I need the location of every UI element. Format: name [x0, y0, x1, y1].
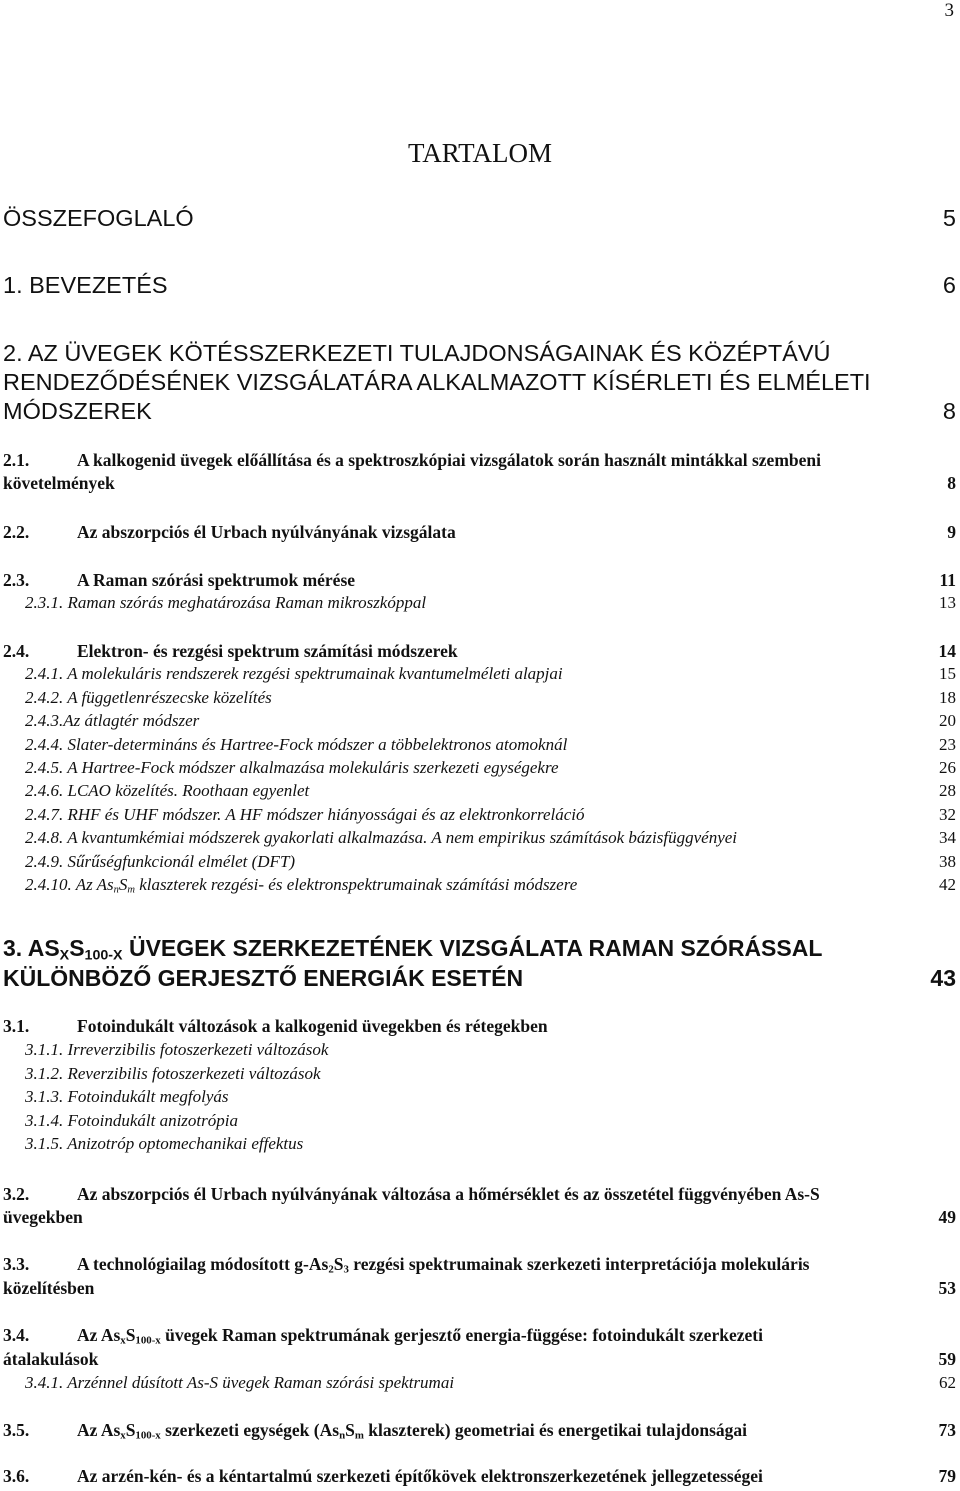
toc-section-3-3-cont[interactable]: közelítésben [3, 1278, 95, 1298]
toc-section-2-4[interactable]: Elektron- és rezgési spektrum számítási módszerek [77, 641, 458, 661]
toc-page-number: 23 [939, 735, 956, 754]
toc-section-3-3[interactable]: A technológiailag módosított $g-As_2S_3$ rezgési spektrumainak szerkezeti interpretációja molekuláris [77, 1254, 810, 1276]
toc-page-number: 53 [938, 1278, 956, 1298]
toc-page-number: 79 [938, 1466, 956, 1486]
toc-section-number: 3.2. [3, 1184, 30, 1204]
toc-subsection-2-4-10[interactable]: 2.4.10. Az $As_nS_m$ klaszterek rezgési- és elektronspektrumainak számítási módszere [25, 875, 578, 896]
toc-page-number: 8 [942, 398, 956, 424]
toc-page-number: 9 [947, 522, 956, 542]
toc-subsection[interactable]: 2.4.5. A Hartree-Fock módszer alkalmazása molekuláris szerkezeti egységekre [25, 758, 559, 777]
toc-subsection-2-3-1[interactable]: 2.3.1. Raman szórás meghatározása Raman mikroszkóppal [25, 593, 427, 612]
toc-subsection[interactable]: 3.1.5. Anizotróp optomechanikai effektus [25, 1134, 304, 1153]
toc-section-3-4-cont[interactable]: átalakulások [3, 1349, 99, 1369]
toc-subsection[interactable]: 2.4.2. A függetlenrészecske közelítés [25, 688, 272, 707]
toc-section-3-2-cont[interactable]: üvegekben [3, 1207, 83, 1227]
toc-chapter-introduction[interactable]: 1. BEVEZETÉS [3, 272, 168, 298]
toc-chapter-3[interactable]: 3. $AS_XS_{100-X}$ ÜVEGEK SZERKEZETÉNEK VIZSGÁLATA RAMAN SZÓRÁSSAL [3, 935, 823, 964]
toc-section-2-1-cont[interactable]: követelmények [3, 473, 115, 493]
toc-section-2-2[interactable]: Az abszorpciós él Urbach nyúlványának vizsgálata [77, 522, 456, 542]
toc-page-number: 34 [939, 828, 956, 847]
toc-section-3-4[interactable]: Az $As_xS_{100-x}$ üvegek Raman spektrumának gerjesztő energia-függése: fotoindukált szerkezeti [77, 1325, 763, 1347]
toc-section-number: 3.1. [3, 1016, 30, 1036]
toc-page-number: 20 [939, 711, 956, 730]
toc-section-number: 2.3. [3, 570, 30, 590]
toc-subsection[interactable]: 2.4.8. A kvantumkémiai módszerek gyakorlati alkalmazása. A nem empirikus számítások bázisfüggvényei [25, 828, 738, 847]
toc-page-number: 18 [939, 688, 956, 707]
toc-section-number: 3.4. [3, 1325, 30, 1345]
toc-chapter-3-cont[interactable]: KÜLÖNBÖZŐ GERJESZTŐ ENERGIÁK ESETÉN [3, 965, 524, 991]
toc-chapter-2-line[interactable]: MÓDSZEREK [3, 398, 152, 424]
toc-page-number: 32 [939, 805, 956, 824]
toc-page-number: 8 [947, 473, 956, 493]
toc-subsection[interactable]: 3.1.3. Fotoindukált megfolyás [25, 1087, 229, 1106]
toc-chapter-2-line[interactable]: RENDEZŐDÉSÉNEK VIZSGÁLATÁRA ALKALMAZOTT KÍSÉRLETI ÉS ELMÉLETI [3, 369, 871, 395]
toc-subsection[interactable]: 2.4.4. Slater-determináns és Hartree-Fock módszer a többelektronos atomoknál [25, 735, 568, 754]
toc-subsection-3-4-1[interactable]: 3.4.1. Arzénnel dúsított As-S üvegek Raman szórási spektrumai [25, 1373, 455, 1392]
toc-page-number: 15 [939, 664, 956, 683]
toc-section-3-6[interactable]: Az arzén-kén- és a kéntartalmú szerkezeti építőkövek elektronszerkezetének jellegzetességei [77, 1466, 763, 1486]
toc-page-number: 28 [939, 781, 956, 800]
toc-section-number: 2.4. [3, 641, 30, 661]
toc-section-number: 2.1. [3, 450, 30, 470]
toc-section-3-1[interactable]: Fotoindukált változások a kalkogenid üvegekben és rétegekben [77, 1016, 548, 1036]
toc-page-number: 59 [938, 1349, 956, 1369]
toc-page-number: 42 [939, 875, 956, 894]
toc-subsection[interactable]: 2.4.9. Sűrűségfunkcionál elmélet (DFT) [25, 852, 296, 871]
toc-subsection[interactable]: 3.1.1. Irreverzibilis fotoszerkezeti változások [25, 1040, 329, 1059]
toc-page-number: 38 [939, 852, 956, 871]
toc-subsection[interactable]: 2.4.6. LCAO közelítés. Roothaan egyenlet [25, 781, 310, 800]
toc-page-number: 26 [939, 758, 956, 777]
toc-page-number: 43 [930, 965, 956, 991]
toc-page-number: 11 [939, 570, 956, 590]
toc-page-number: 14 [938, 641, 956, 661]
toc-title: TARTALOM [407, 138, 553, 168]
toc-subsection[interactable]: 3.1.2. Reverzibilis fotoszerkezeti változások [25, 1064, 321, 1083]
toc-page-number: 6 [942, 272, 956, 298]
toc-subsection[interactable]: 2.4.7. RHF és UHF módszer. A HF módszer hiányosságai és az elektronkorreláció [25, 805, 585, 824]
toc-section-2-1[interactable]: A kalkogenid üvegek előállítása és a spektroszkópiai vizsgálatok során használt mintákkal szembeni [77, 450, 821, 470]
toc-subsection[interactable]: 2.4.3.Az átlagtér módszer [25, 711, 200, 730]
toc-page-number: 62 [939, 1373, 956, 1392]
toc-page-number: 49 [938, 1207, 956, 1227]
toc-page-number: 13 [939, 593, 956, 612]
toc-chapter-2-line[interactable]: 2. AZ ÜVEGEK KÖTÉSSZERKEZETI TULAJDONSÁGAINAK ÉS KÖZÉPTÁVÚ [3, 340, 831, 366]
toc-page-number: 73 [938, 1420, 956, 1440]
toc-section-2-3[interactable]: A Raman szórási spektrumok mérése [77, 570, 356, 590]
toc-subsection[interactable]: 2.4.1. A molekuláris rendszerek rezgési spektrumainak kvantumelméleti alapjai [25, 664, 563, 683]
toc-section-3-5[interactable]: Az $As_xS_{100-x}$ szerkezeti egységek ($As_nS_m$ klaszterek) geometriai és energetikai tulajdonságai [77, 1420, 748, 1442]
page-number: 3 [944, 0, 954, 21]
toc-page-number: 5 [942, 205, 956, 231]
toc-section-number: 3.3. [3, 1254, 30, 1274]
toc-section-number: 2.2. [3, 522, 30, 542]
toc-section-number: 3.6. [3, 1466, 30, 1486]
toc-chapter-summary[interactable]: ÖSSZEFOGLALÓ [3, 205, 194, 231]
toc-subsection[interactable]: 3.1.4. Fotoindukált anizotrópia [25, 1111, 238, 1130]
toc-section-number: 3.5. [3, 1420, 30, 1440]
toc-section-3-2[interactable]: Az abszorpciós él Urbach nyúlványának változása a hőmérséklet és az összetétel függvényében As-S [77, 1184, 820, 1204]
